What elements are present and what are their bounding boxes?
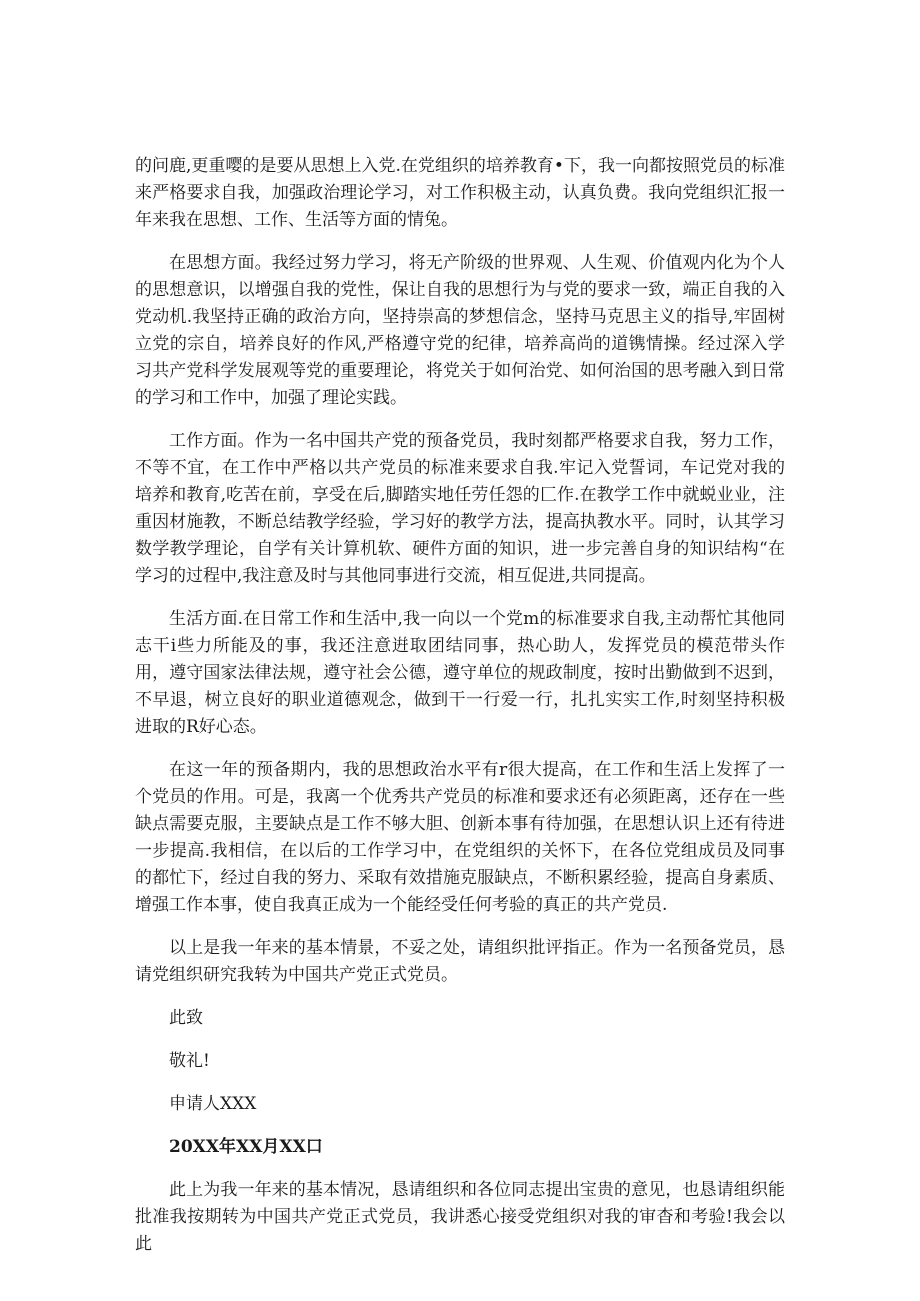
applicant-line: 申请人XXX (169, 1094, 257, 1114)
salute-line: 敬礼! (169, 1051, 210, 1071)
paragraph-intro: 的问鹿,更重嘤的是要从思想上入党.在党组织的培养教育•下，我一向都按照党员的标准来严格要求自我，加强政治理论学习，对工作积极主动，认真负费。我向党组织汇报一年来我在思想、工作、生活等方面的情兔。 (135, 156, 785, 230)
closing-line: 此致 (169, 1008, 203, 1028)
date-line: 20XX年XX月XX口 (169, 1137, 323, 1157)
paragraph-postscript: 此上为我一年来的基本情况，恳请组织和各位同志提出宝贵的意见，也恳请组织能批准我按期转为中国共产党正式党员，我讲悉心接受党组织对我的审杳和考验!我会以此 (135, 1180, 785, 1254)
document-body (135, 153, 785, 1274)
paragraph-work: 工作方面。作为一名中国共产党的预备党员，我时刻都严格要求自我，努力工作，不等不宜，在工作中严格以共产党员的标准来要求自我.牢记入党誓词，车记党对我的培养和教育,吃苦在前，享受在后,脚踏实地任劳任怨的匚作.在教学工作中就蜕业业，注重因材施教，不断总结教学经验，学习好的教学方法，提高执教水平。同时，认其学习数学教学理论，自学有关计算机软、硬件方面的知识，进一步完善自身的知识结构“在学习的过程中,我注意及时与其他同事进行交流，相互促进,共同提高。 (135, 431, 785, 586)
paragraph-summary: 在这一年的预备期内，我的思想政治水平有r很大提高，在工作和生活上发挥了一个党员的作用。可是，我离一个优秀共产党员的标准和要求还有必须距离，还存在一些缺点需要克服，主要缺点是工作不够大胆、创新本事有待加强，在思想认识上还有待进一步提高.我相信，在以后的工作学习中，在党组织的关怀下，在各位党组成员及同事的都忙下，经过自我的努力、采取有效措施克服缺点，不断积累经验，提高自身素质、增强工作本事，使自我真正成为一个能经受任何考验的真正的共产党员. (135, 760, 785, 915)
paragraph-thought: 在思想方面。我经过努力学习，将无产阶级的世界观、人生观、价值观内化为个人的思想意识，以增强自我的党性，保让自我的思想行为与党的要求一致，端正自我的入党动机.我坚持正确的政治方向，坚持崇高的梦想信念，坚持马克思主义的指导,牢固树立党的宗自，培养良好的作风,严格遵守党的纪律，培养高尚的道镌情操。经过深入学习共产党科学发展观等党的重要理论，将党关于如何治党、如何治国的思考融入到日常的学习和工作中，加强了理论实践。 (135, 253, 785, 408)
paragraph-request: 以上是我一年来的基本情景，不妥之处，请组织批评指正。作为一名预备党员，恳请党组织研究我转为中国共产党正式党员。 (135, 938, 785, 985)
paragraph-life: 生活方面.在日常工作和生活中,我一向以一个党m的标准要求自我,主动帮忙其他同志干i些力所能及的事，我还注意逬取团结同事，热心助人，发挥党员的模范带头作用，遵守国家法律法规，遵守社会公德，遵守单位的规政制度，按时出勤做到不迟到，不早退，树立良好的职业道德观念，做到干一行爱一行，扎扎实实工作,时刻坚持积极进取的R好心态。 (135, 609, 785, 737)
